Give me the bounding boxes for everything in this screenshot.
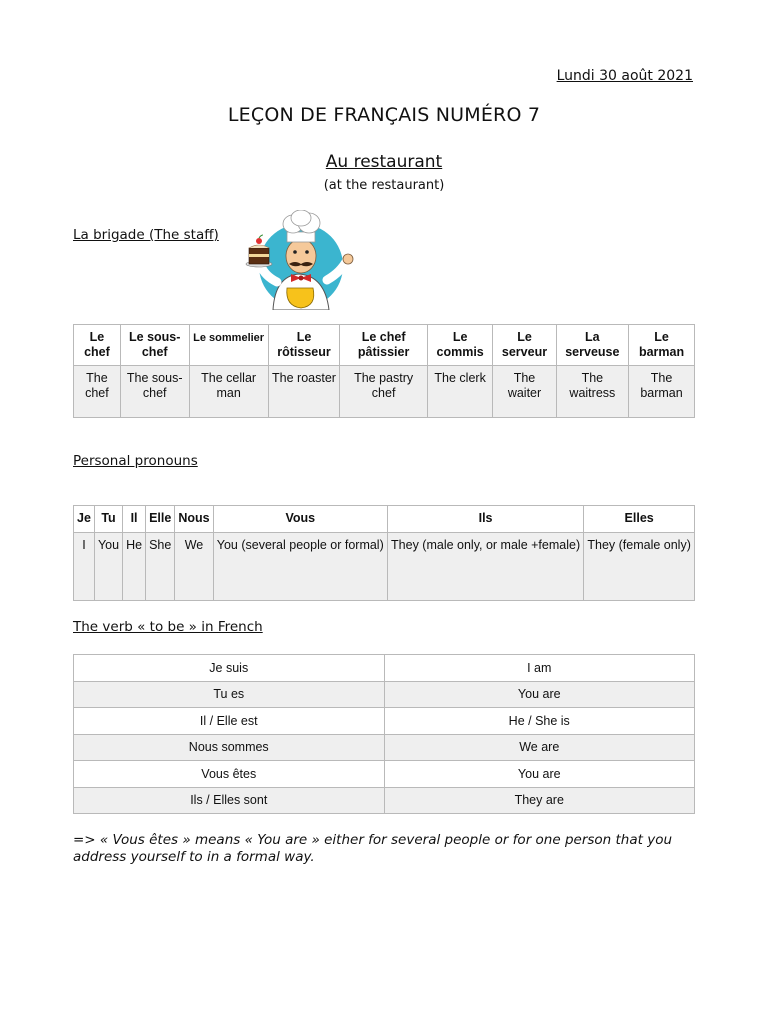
table-cell: The cellar man [189, 366, 268, 418]
table-cell: He [123, 533, 146, 601]
page-title: LEÇON DE FRANÇAIS NUMÉRO 7 [227, 104, 541, 126]
formal-usage-note: => « Vous êtes » means « You are » either for several people or for one person that you address yourself to in a formal way. [73, 832, 673, 865]
table-cell: You [94, 533, 122, 601]
table-header-cell: Elles [584, 506, 695, 533]
table-header-cell: Le commis [427, 325, 492, 366]
staff-heading: La brigade (The staff) [73, 227, 219, 243]
table-cell-english: I am [384, 655, 695, 682]
lesson-date: Lundi 30 août 2021 [556, 68, 693, 84]
table-header-row [74, 506, 695, 533]
table-header-cell: Le chef pâtissier [340, 325, 428, 366]
table-cell: We [175, 533, 213, 601]
table-cell-french: Ils / Elles sont [74, 787, 385, 814]
table-cell-french: Vous êtes [74, 761, 385, 788]
table-cell-english: You are [384, 681, 695, 708]
pronouns-heading: Personal pronouns [73, 453, 198, 469]
table-cell: She [146, 533, 175, 601]
table-row [74, 681, 695, 708]
table-cell: They (male only, or male +female) [387, 533, 583, 601]
staff-table [73, 324, 695, 418]
table-cell: They (female only) [584, 533, 695, 601]
lesson-subtitle-translation: (at the restaurant) [323, 178, 445, 193]
table-cell-english: He / She is [384, 708, 695, 735]
table-row [74, 533, 695, 601]
table-header-cell: Il [123, 506, 146, 533]
table-cell: The waiter [493, 366, 556, 418]
table-cell-english: We are [384, 734, 695, 761]
table-row [74, 761, 695, 788]
table-header-cell: Ils [387, 506, 583, 533]
table-cell: The sous-chef [120, 366, 189, 418]
table-cell-english: You are [384, 761, 695, 788]
table-cell: The waitress [556, 366, 628, 418]
table-row [74, 655, 695, 682]
table-header-cell: Elle [146, 506, 175, 533]
table-cell-english: They are [384, 787, 695, 814]
table-cell-french: Nous sommes [74, 734, 385, 761]
table-cell: The pastry chef [340, 366, 428, 418]
table-header-cell: Le sous-chef [120, 325, 189, 366]
table-cell: The clerk [427, 366, 492, 418]
lesson-subtitle: Au restaurant [325, 152, 443, 172]
verb-heading: The verb « to be » in French [73, 619, 263, 635]
table-header-cell [189, 325, 268, 366]
table-header-cell: Le chef [74, 325, 121, 366]
table-cell: The chef [74, 366, 121, 418]
table-header-text: Le sommelier [193, 332, 265, 344]
table-cell-french: Je suis [74, 655, 385, 682]
table-header-cell: Le rôtisseur [268, 325, 340, 366]
table-header-cell: Tu [94, 506, 122, 533]
table-header-row [74, 325, 695, 366]
verb-table [73, 654, 695, 814]
table-header-cell: Le barman [629, 325, 695, 366]
table-row [74, 734, 695, 761]
table-header-cell: Le serveur [493, 325, 556, 366]
table-cell: You (several people or formal) [213, 533, 387, 601]
pronoun-table [73, 505, 695, 601]
table-cell: I [74, 533, 95, 601]
table-row [74, 787, 695, 814]
table-row [74, 366, 695, 418]
table-cell: The roaster [268, 366, 340, 418]
table-header-cell: Vous [213, 506, 387, 533]
table-header-cell: Je [74, 506, 95, 533]
table-row [74, 708, 695, 735]
table-cell-french: Il / Elle est [74, 708, 385, 735]
table-cell-french: Tu es [74, 681, 385, 708]
table-cell: The barman [629, 366, 695, 418]
table-header-cell: Nous [175, 506, 213, 533]
table-header-cell: La serveuse [556, 325, 628, 366]
chef-holding-cake-icon [243, 210, 355, 310]
